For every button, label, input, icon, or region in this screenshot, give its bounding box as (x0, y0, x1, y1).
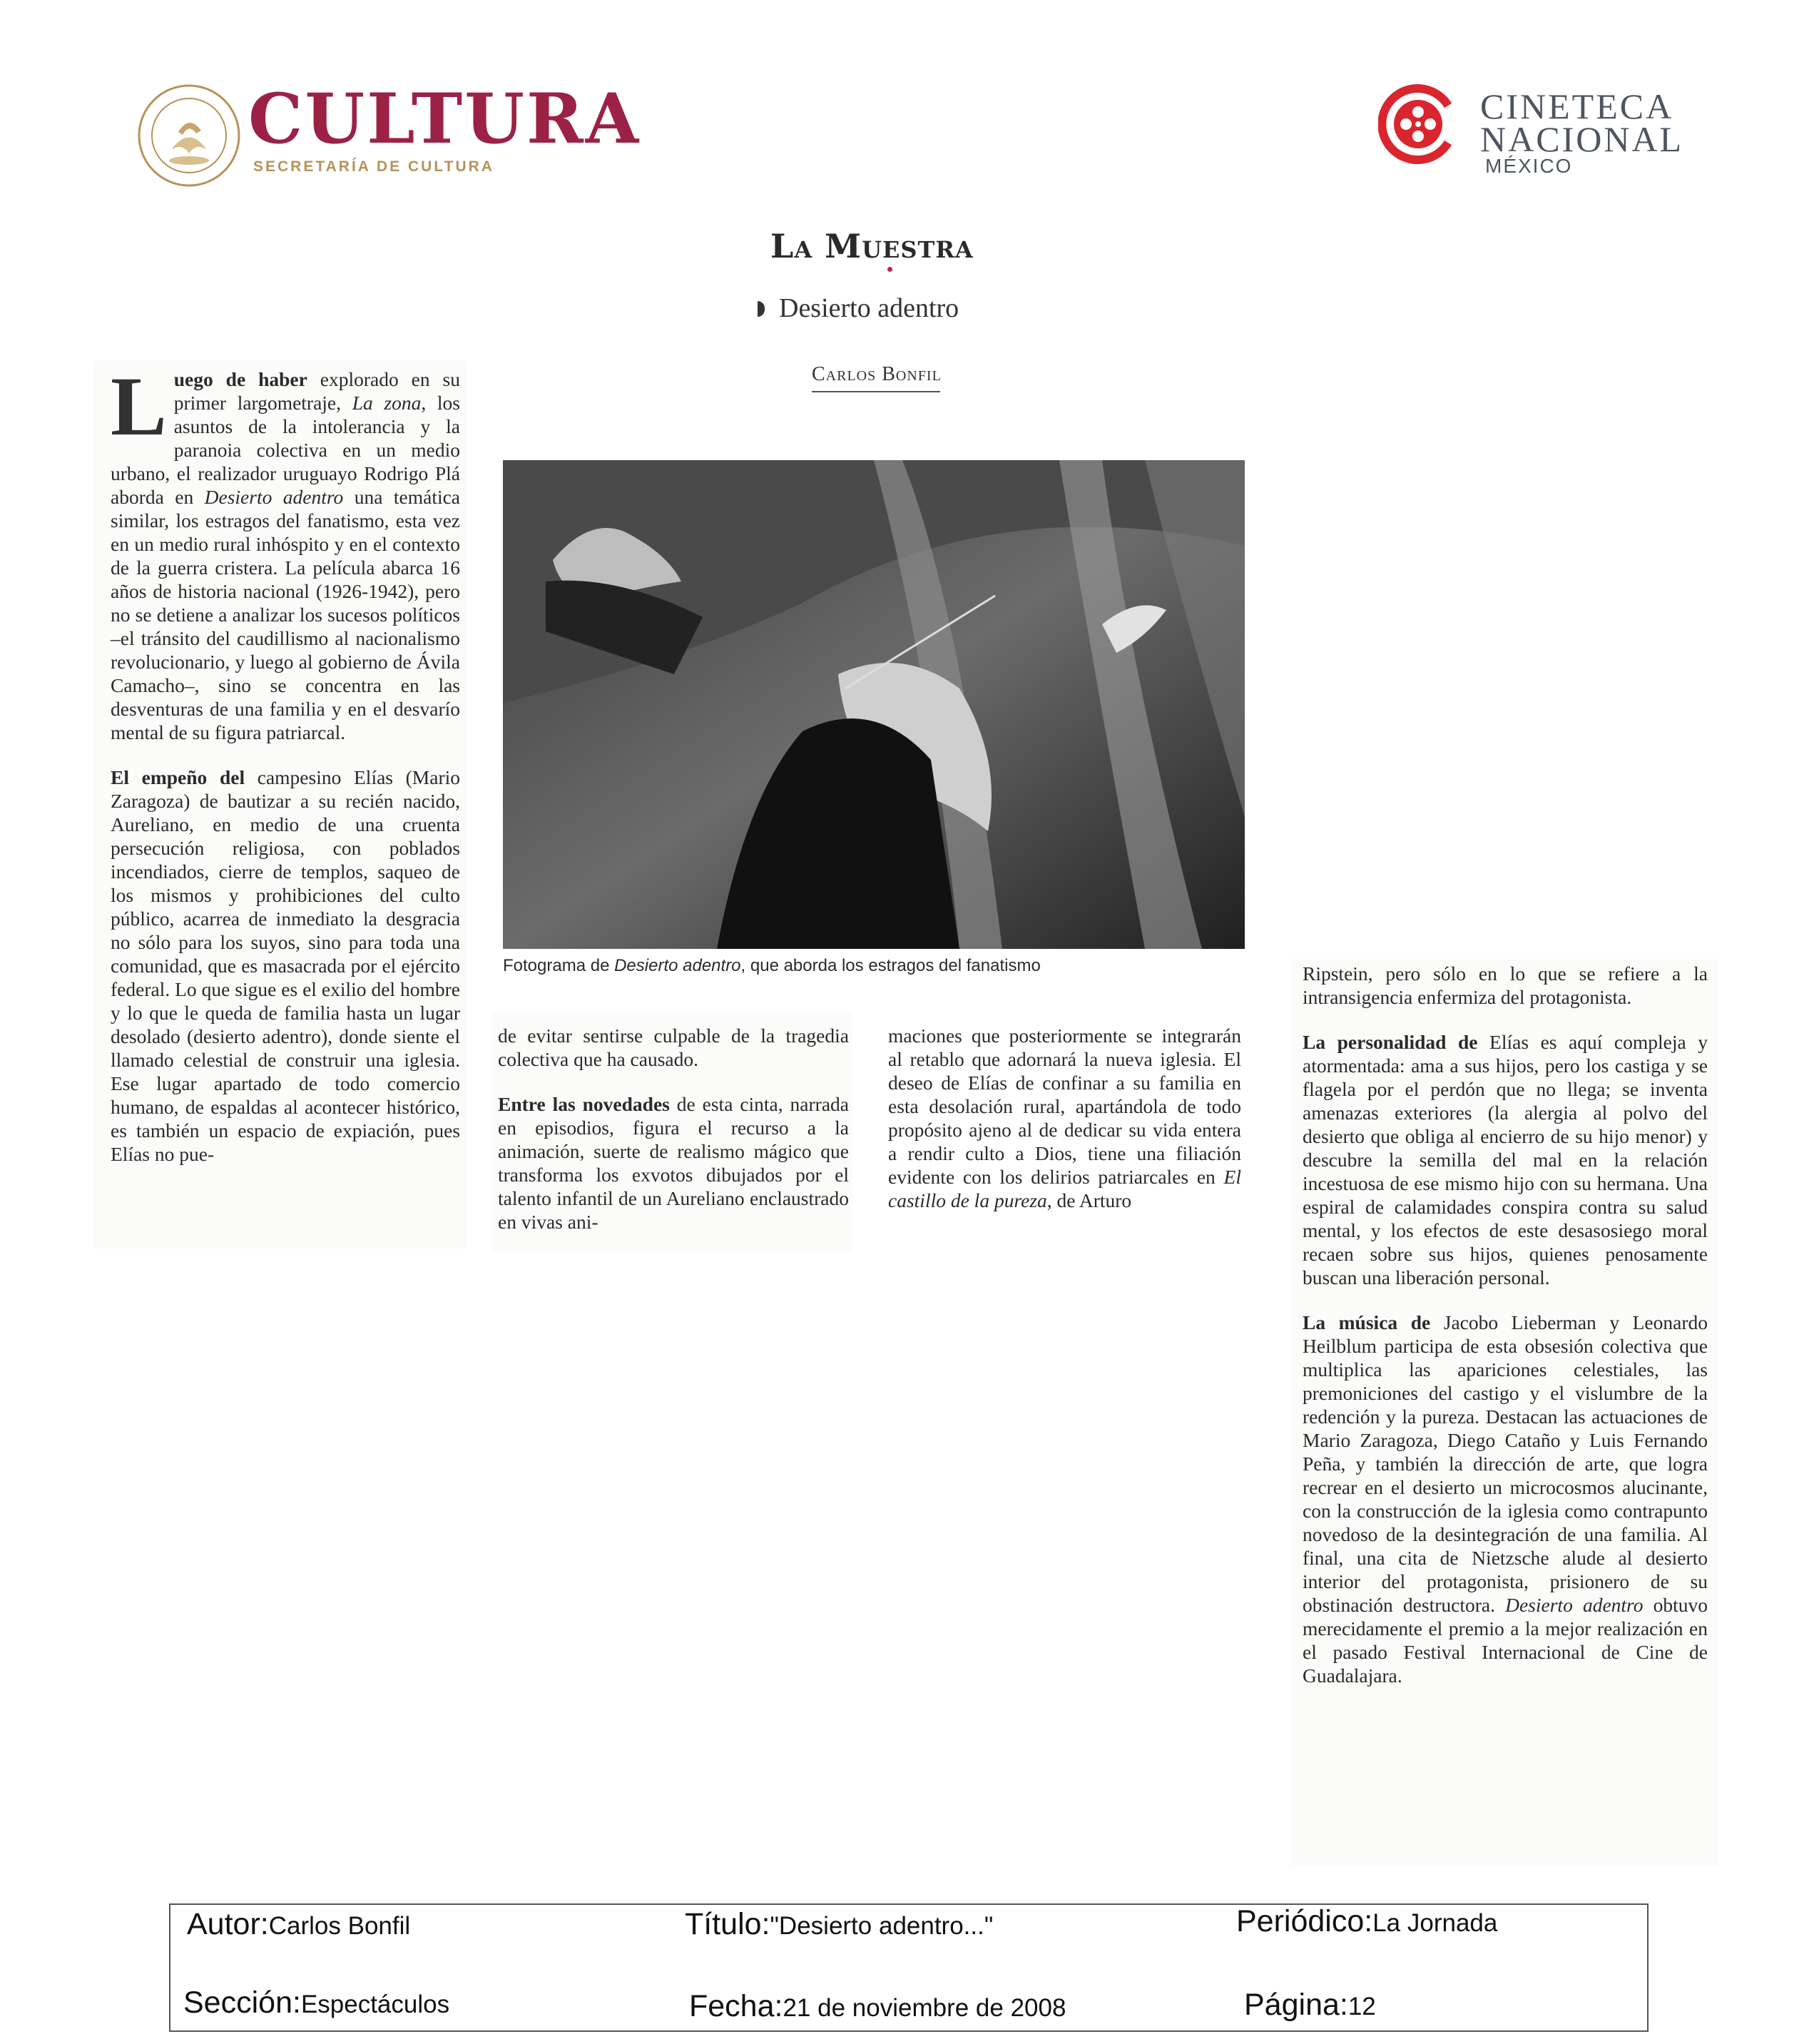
photo-caption: Fotograma de Desierto adentro, que aborda los estragos del fanatismo (503, 956, 1041, 975)
film-still-photo (503, 460, 1245, 949)
meta-fecha: Fecha:21 de noviembre de 2008 (689, 1989, 1066, 2023)
article-byline: Carlos Bonfil (812, 363, 942, 385)
paragraph: La música de Jacobo Lieberman y Leonardo Heilblum participa de esta obsesión colectiva que multiplica las apariciones celestiales, las premoniciones del castigo y el vislumbre de la redención y la pureza. Destacan las actuaciones de Mario Zaragoza, Diego Cataño y Luis Fernando Peña, y también la dirección de arte, que logra recrear en el desierto un microcosmos alucinante, con la construcción de la iglesia como contrapunto novedoso de la desintegración de una familia. Al final, una cita de Nietzsche alude al desierto interior del protagonista, prisionero de su obstinación destructora. Desierto adentro obtuvo merecidamente el premio a la mejor realización en el pasado Festival Internacional de Cine de Guadalajara. (1303, 1311, 1708, 1687)
mexican-seal-icon (136, 82, 243, 189)
paragraph: maciones que posteriormente se integrarán al retablo que adornará la nueva iglesia. El deseo de Elías de confinar a su familia en esta desolación rural, apartándola de todo propósito ajeno al de dedicar su vida entera a rendir culto a Dios, tiene una filiación evidente con los delirios patriarcales en El castillo de la pureza, de Arturo (888, 1024, 1241, 1211)
article-column-2 (498, 1024, 849, 1255)
cineteca-country: MÉXICO (1485, 155, 1573, 177)
meta-periodico: Periódico:La Jornada (1236, 1904, 1498, 1938)
meta-autor: Autor:Carlos Bonfil (187, 1907, 411, 1941)
article-headline: Desierto adentro (779, 293, 959, 323)
drop-cap: L (111, 360, 167, 453)
paragraph: Luego de haber explorado en su primer largometraje, La zona, los asuntos de la intolerancia y la paranoia colectiva en un medio urbano, el realizador uruguayo Rodrigo Plá aborda en Desierto adentro una temática similar, los estragos del fanatismo, esta vez en un medio rural inhóspito y en el contexto de la guerra cristera. La película abarca 16 años de historia nacional (1926-1942), pero no se detiene a analizar los sucesos políticos –el tránsito del caudillismo al nacionalismo revolucionario, y luego al gobierno de Ávila Camacho–, sino se concentra en las desventuras de una familia y en el desvarío mental de su figura patriarcal. (111, 360, 461, 743)
paragraph: La personalidad de Elías es aquí compleja y atormentada: ama a sus hijos, pero los castiga y se flagela por el perdón que no llega; se inventa amenazas exteriores (la alergia al polvo del desierto que obliga al encierro de su hijo menor) y descubre la semilla del mal en la relación incestuosa de ese mismo hijo con su hermana. Una espiral de calamidades conspira contra su salud mental, y los efectos de este desasosiego moral recaen sobre sus hijos, quienes penosamente buscan una liberación personal. (1303, 1031, 1708, 1288)
paragraph: Ripstein, pero sólo en lo que se refiere a la intransigencia enfermiza del protagonista. (1303, 962, 1708, 1008)
article-column-1 (111, 360, 461, 1187)
cineteca-name-line2: NACIONAL (1480, 119, 1684, 159)
paragraph: El empeño del campesino Elías (Mario Zaragoza) de bautizar a su recién nacido, Aureliano, en medio de una cruenta persecución religiosa, con poblados incendiados, cierre de templos, saqueo de los mismos y prohibiciones del culto público, acarrea de inmediato la desgracia no sólo para los suyos, sino para toda una comunidad, que es masacrada por el ejército federal. Lo que sigue es el exilio del hombre y lo que le queda de familia hasta un lugar desolado (desierto adentro), donde siente el llamado celestial de construir una iglesia. Ese lugar apartado de todo comercio humano, de espaldas al acontecer histórico, es también un espacio de expiación, pues Elías no pue- (111, 766, 461, 1165)
meta-titulo: Título:"Desierto adentro..." (685, 1907, 994, 1941)
meta-pagina: Página:12 (1244, 1988, 1376, 2022)
byline-underline (812, 391, 940, 392)
section-label: La Muestra (770, 227, 974, 265)
article-column-4 (1303, 962, 1708, 1709)
paragraph: Entre las novedades de esta cinta, narrada en episodios, figura el recurso a la animación, suerte de realismo mágico que transforma los exvotos dibujados por el talento infantil de un Aureliano enclaustrado en vivas ani- (498, 1093, 849, 1233)
cultura-wordmark: CULTURA (248, 78, 641, 159)
film-reel-icon (1378, 84, 1458, 164)
paragraph: de evitar sentirse culpable de la tragedia colectiva que ha causado. (498, 1024, 849, 1070)
meta-seccion: Sección:Espectáculos (183, 1985, 450, 2020)
article-column-3 (888, 1024, 1241, 1234)
cultura-subtitle: SECRETARÍA DE CULTURA (253, 158, 494, 175)
section-dot (887, 267, 892, 272)
headline-bullet-icon (758, 301, 765, 317)
cineteca-name-line1: CINETECA (1480, 86, 1674, 126)
